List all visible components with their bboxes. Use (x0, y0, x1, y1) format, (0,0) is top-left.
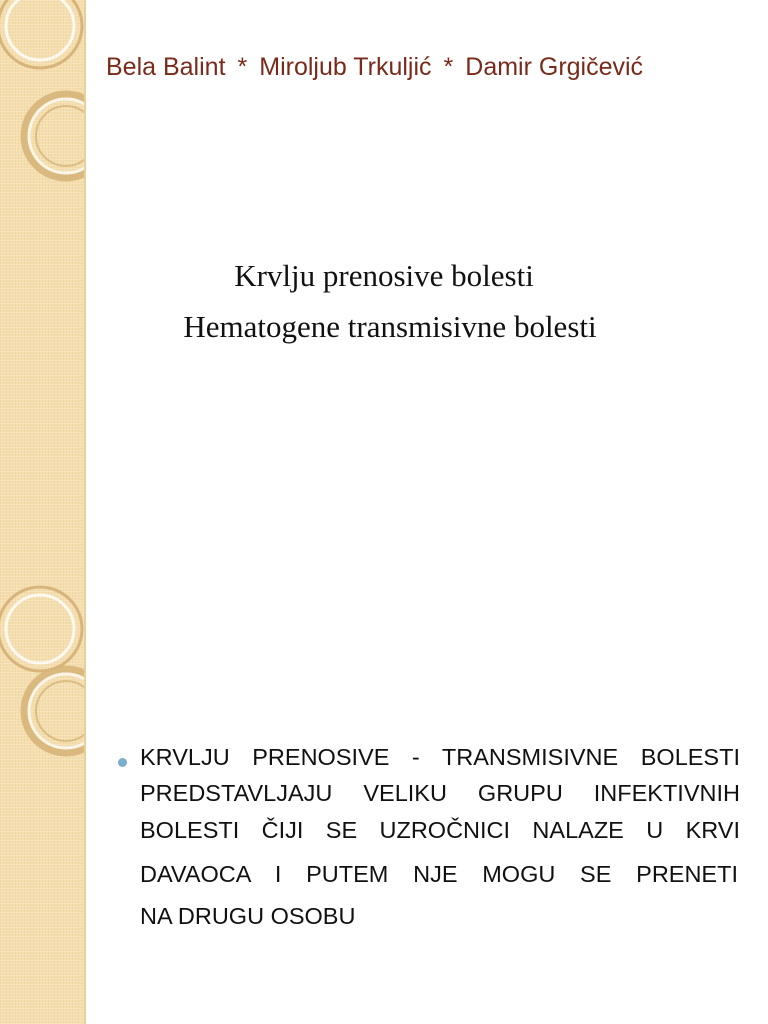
ring-ornament-icon (0, 575, 84, 775)
authors-header (106, 53, 746, 82)
bullet-text-line: KRVLJU PRENOSIVE - TRANSMISIVNE BOLESTI (140, 744, 740, 770)
author-name: Bela Balint (106, 53, 226, 81)
slide-title-line-2: Hematogene transmisivne bolesti (183, 309, 597, 344)
ring-ornament-icon (0, 0, 84, 200)
ring-ornament-middle (0, 575, 84, 775)
bullet-text-line: NA DRUGU OSOBU (140, 903, 356, 929)
bullet-text-line: PREDSTAVLJAJU VELIKU GRUPU INFEKTIVNIH (140, 780, 740, 806)
bullet-dot-icon (118, 758, 127, 767)
ring-ornament-top (0, 0, 84, 200)
slide-title-line-1: Krvlju prenosive bolesti (234, 258, 534, 293)
decorative-side-panel (0, 0, 86, 1024)
separator: * (443, 53, 454, 81)
author-name: Miroljub Trkuljić (259, 53, 432, 81)
author-name: Damir Grgičević (465, 53, 644, 81)
bullet-text-line: BOLESTI ČIJI SE UZROČNICI NALAZE U KRVI (140, 817, 740, 843)
separator: * (237, 53, 248, 81)
bullet-text-line: DAVAOCA I PUTEM NJE MOGU SE PRENETI (140, 861, 738, 887)
